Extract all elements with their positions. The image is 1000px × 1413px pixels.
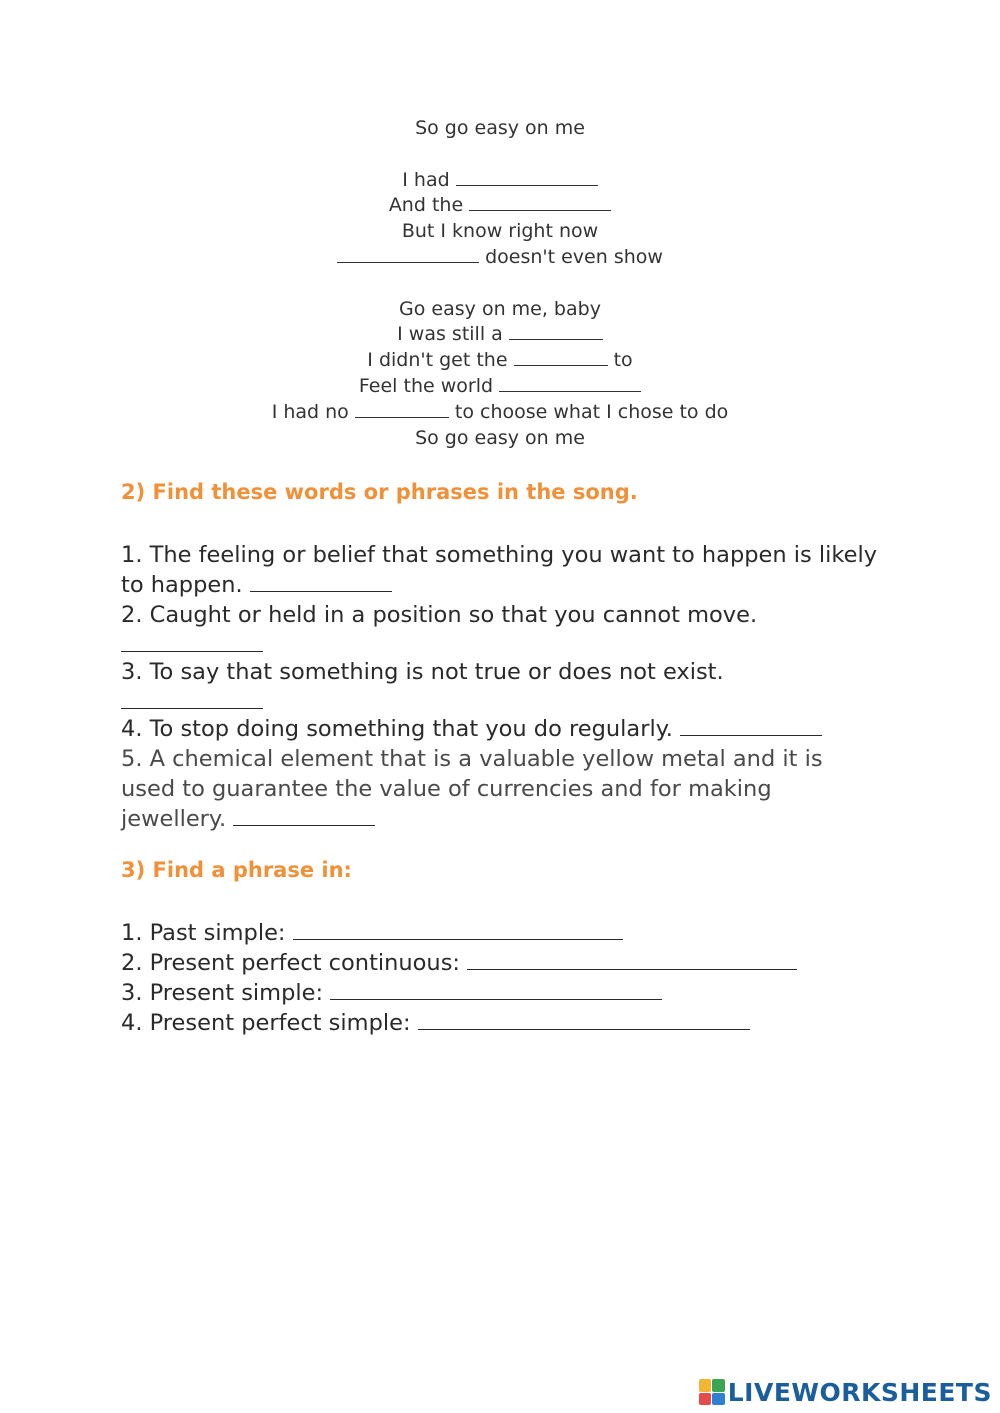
phrase-label: 4. Present perfect simple: — [121, 1010, 411, 1036]
song-lyrics — [0, 116, 1000, 451]
lyric-line — [0, 245, 1000, 271]
answer-blank[interactable] — [233, 807, 375, 826]
question-2 — [121, 600, 881, 660]
phrase-label: 2. Present perfect continuous: — [121, 950, 460, 976]
lyric-text: to choose what I chose to do — [454, 400, 729, 423]
phrase-label: 3. Present simple: — [121, 980, 324, 1006]
phrase-item-1 — [121, 918, 881, 948]
lyric-text: I was still a — [397, 323, 503, 346]
lyric-line — [0, 322, 1000, 348]
lyric-text: I had — [402, 168, 450, 191]
question-1 — [121, 540, 881, 600]
vocabulary-questions — [121, 540, 881, 834]
logo-text: LIVEWORKSHEETS — [727, 1377, 992, 1407]
phrase-blank[interactable] — [330, 981, 662, 1000]
phrase-blank[interactable] — [293, 921, 623, 940]
answer-blank[interactable] — [680, 717, 822, 736]
stanza-gap — [0, 271, 1000, 297]
phrase-blank[interactable] — [467, 951, 797, 970]
lyric-text: Feel the world — [358, 374, 494, 397]
lyric-blank[interactable] — [509, 324, 603, 340]
lyric-line: Go easy on me, baby — [399, 297, 601, 320]
phrase-item-2 — [121, 948, 881, 978]
question-text: 2. Caught or held in a position so that you cannot move. — [121, 602, 758, 628]
lyric-line — [0, 400, 1000, 426]
question-text: 3. To say that something is not true or does not exist. — [121, 659, 724, 685]
section-3-heading: 3) Find a phrase in: — [121, 858, 352, 882]
lyric-text: to — [613, 349, 633, 372]
lyric-line: But I know right now — [401, 220, 599, 243]
section-2-heading: 2) Find these words or phrases in the song. — [121, 480, 638, 504]
lyric-text: doesn't even show — [485, 245, 663, 268]
lyric-blank[interactable] — [499, 376, 641, 392]
phrase-blank[interactable] — [418, 1011, 750, 1030]
question-text: 4. To stop doing something that you do regularly. — [121, 716, 673, 742]
phrase-item-4 — [121, 1008, 881, 1038]
phrase-item-3 — [121, 978, 881, 1008]
answer-blank[interactable] — [250, 573, 392, 592]
phrase-label: 1. Past simple: — [121, 920, 286, 946]
answer-blank[interactable] — [121, 690, 263, 709]
lyric-blank[interactable] — [469, 195, 611, 211]
lyric-line — [0, 374, 1000, 400]
liveworksheets-logo — [699, 1375, 992, 1409]
grammar-phrases — [121, 918, 881, 1038]
stanza-gap — [0, 142, 1000, 168]
lyric-text: I didn't get the — [367, 349, 508, 372]
question-text: 5. A chemical element that is a valuable yellow metal and it is used to guarantee the value of currencies and for making jewellery. — [121, 746, 823, 832]
answer-blank[interactable] — [121, 633, 263, 652]
logo-icon — [699, 1379, 725, 1405]
lyric-line — [0, 348, 1000, 374]
lyric-blank[interactable] — [514, 350, 608, 366]
question-3 — [121, 657, 881, 717]
lyric-blank[interactable] — [456, 170, 598, 186]
lyric-line: So go easy on me — [415, 117, 585, 139]
lyric-text: I had no — [271, 400, 349, 423]
lyric-line: So go easy on me — [415, 426, 585, 449]
lyric-text: And the — [388, 194, 464, 217]
question-4 — [121, 714, 881, 744]
lyric-line — [0, 168, 1000, 194]
question-text: 1. The feeling or belief that something you want to happen is likely to happen. — [121, 542, 878, 598]
lyric-blank[interactable] — [337, 247, 479, 263]
lyric-line — [0, 193, 1000, 219]
question-5 — [121, 744, 881, 834]
lyric-blank[interactable] — [355, 402, 449, 418]
